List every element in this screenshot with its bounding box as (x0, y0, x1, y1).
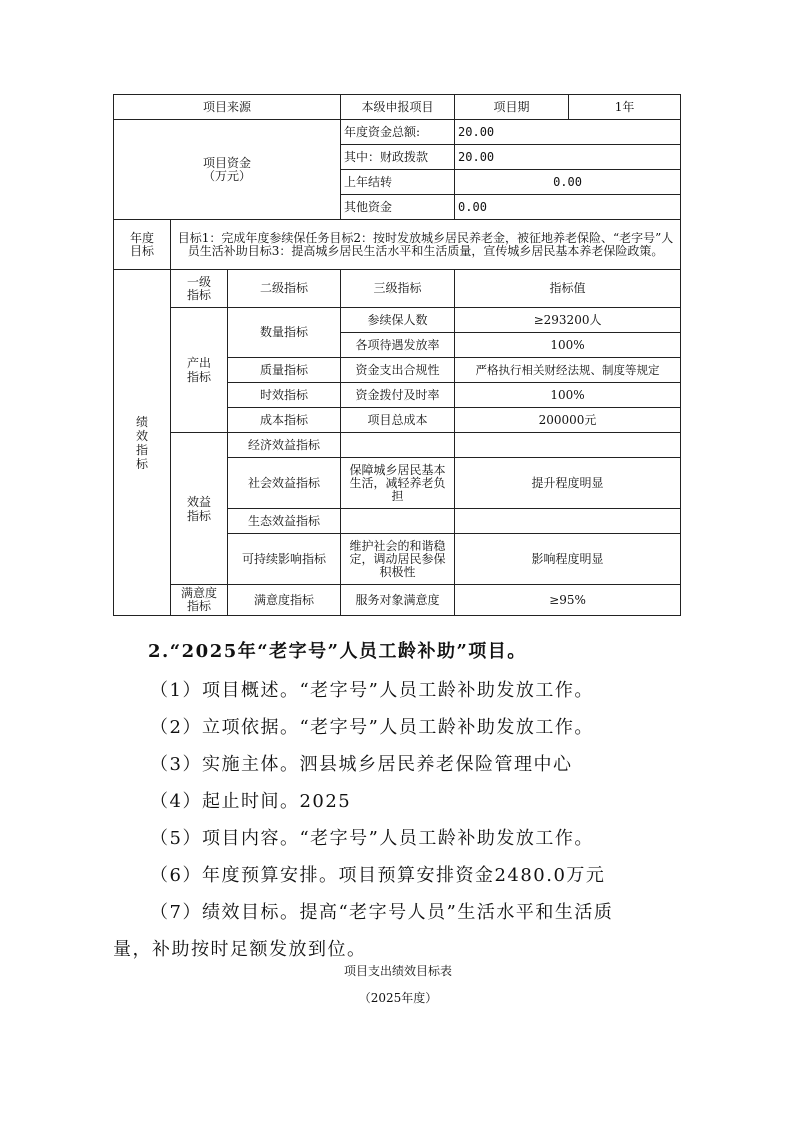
paragraph-overview: （1）项目概述。“老字号”人员工龄补助发放工作。 (150, 680, 594, 701)
quantity-item-2: 各项待遇发放率 (341, 333, 455, 358)
goal-label-line1: 年度 (129, 230, 154, 245)
paragraph-implementer: （3）实施主体。泗县城乡居民养老保险管理中心 (150, 754, 573, 775)
social-value: 提升程度明显 (455, 458, 681, 509)
quality-indicator: 质量指标 (228, 358, 341, 383)
eco-indicator: 生态效益指标 (228, 509, 341, 534)
quantity-item-1: 参续保人数 (341, 308, 455, 333)
header-level1-line1: 一级 (186, 274, 211, 289)
carryover-value: 0.00 (455, 170, 681, 195)
header-level2: 二级指标 (228, 270, 341, 308)
economic-indicator: 经济效益指标 (228, 433, 341, 458)
goal-text: 目标1：完成年度参续保任务目标2：按时发放城乡居民养老金，被征地养老保险、“老字号”人员生活补助目标3：提高城乡居民生活水平和生活质量，宣传城乡居民基本养老保险政策。 (171, 220, 681, 270)
satisfaction-indicator: 满意度指标 (228, 585, 341, 616)
benefit-label-cell (171, 433, 228, 585)
cost-indicator: 成本指标 (228, 408, 341, 433)
quantity-value-1: ≥293200人 (455, 308, 681, 333)
paragraph-content: （5）项目内容。“老字号”人员工龄补助发放工作。 (150, 828, 594, 849)
output-label-cell (171, 308, 228, 433)
satisfaction-label-line2: 指标 (186, 599, 211, 613)
paragraph-goal-line1: （7）绩效目标。提高“老字号人员”生活水平和生活质 (150, 902, 614, 923)
paragraph-basis: （2）立项依据。“老字号”人员工龄补助发放工作。 (150, 717, 594, 738)
funds-unit: （万元） (203, 168, 252, 183)
paragraph-budget: （6）年度预算安排。项目预算安排资金2480.0万元 (150, 865, 606, 886)
table-caption-year: （2025年度） (358, 991, 438, 1005)
header-level1-line2: 指标 (186, 287, 211, 302)
sustain-value: 影响程度明显 (455, 534, 681, 585)
fiscal-value: 20.00 (455, 145, 681, 170)
timeliness-indicator: 时效指标 (228, 383, 341, 408)
sustain-indicator: 可持续影响指标 (228, 534, 341, 585)
other-value: 0.00 (455, 195, 681, 220)
social-item: 保障城乡居民基本生活，减轻养老负担 (341, 458, 455, 509)
goal-label-line2: 目标 (129, 243, 154, 258)
timeliness-value: 100% (455, 383, 681, 408)
quantity-indicator: 数量指标 (228, 308, 341, 358)
carryover-label: 上年结转 (341, 170, 455, 195)
header-level3: 三级指标 (341, 270, 455, 308)
eco-value (455, 509, 681, 534)
header-level1 (171, 270, 228, 308)
paragraph-goal-line2: 量，补助按时足额发放到位。 (113, 939, 367, 960)
social-indicator: 社会效益指标 (228, 458, 341, 509)
section-heading: 2.“2025年“老字号”人员工龄补助”项目。 (148, 641, 527, 662)
benefit-label: 效益指标 (186, 494, 211, 523)
quality-value: 严格执行相关财经法规、制度等规定 (455, 358, 681, 383)
eco-item (341, 509, 455, 534)
satisfaction-item: 服务对象满意度 (341, 585, 455, 616)
quality-item: 资金支出合规性 (341, 358, 455, 383)
quantity-value-2: 100% (455, 333, 681, 358)
performance-target-table (113, 94, 681, 616)
goal-label-cell (114, 220, 171, 270)
funds-label-cell (114, 120, 341, 220)
satisfaction-label-line1: 满意度 (180, 586, 217, 600)
sustain-item: 维护社会的和谐稳定，调动居民参保积极性 (341, 534, 455, 585)
economic-value (455, 433, 681, 458)
source-value: 本级申报项目 (341, 95, 455, 120)
timeliness-item: 资金拨付及时率 (341, 383, 455, 408)
satisfaction-label-cell (171, 585, 228, 616)
total-value: 20.00 (455, 120, 681, 145)
fiscal-label: 其中：财政拨款 (341, 145, 455, 170)
paragraph-period: （4）起止时间。2025 (150, 791, 352, 812)
total-label: 年度资金总额: (341, 120, 455, 145)
cost-item: 项目总成本 (341, 408, 455, 433)
table-caption-title: 项目支出绩效目标表 (343, 964, 452, 978)
other-label: 其他资金 (341, 195, 455, 220)
cost-value: 200000元 (455, 408, 681, 433)
economic-item (341, 433, 455, 458)
satisfaction-value: ≥95% (455, 585, 681, 616)
perf-label: 绩效指标 (135, 414, 148, 471)
header-value: 指标值 (455, 270, 681, 308)
source-label: 项目来源 (114, 95, 341, 120)
perf-label-cell (114, 270, 171, 616)
output-label: 产出指标 (186, 356, 211, 384)
period-label: 项目期 (455, 95, 569, 120)
period-value: 1年 (569, 95, 681, 120)
funds-label: 项目资金 (203, 155, 252, 170)
